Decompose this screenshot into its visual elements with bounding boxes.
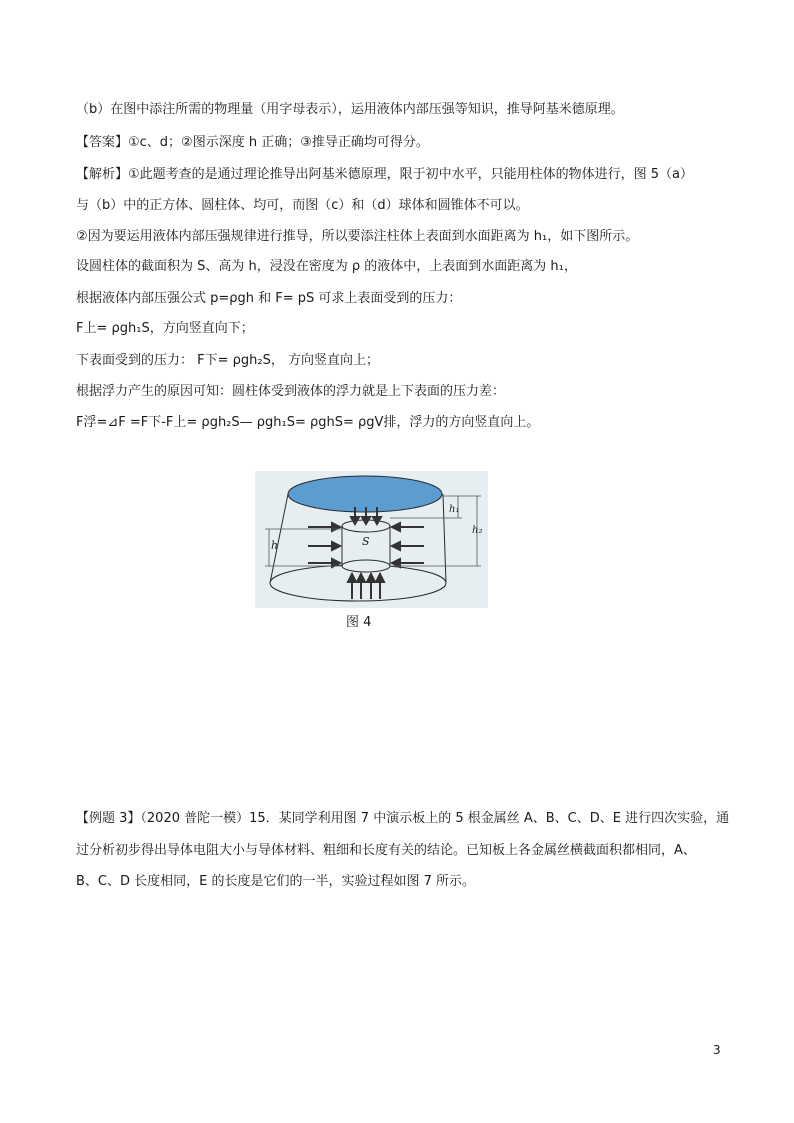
text-line-7: 根据液体内部压强公式 p=ρgh 和 F= pS 可求上表面受到的压力： xyxy=(76,291,462,306)
text-line-12: 【例题 3】（2020 普陀一模）15．某同学利用图 7 中演示板上的 5 根金属丝 A、B、C、D、E 进行四次实验，通 xyxy=(76,811,730,826)
label-h2: h₂ xyxy=(472,525,483,536)
downward-force-arrows xyxy=(351,507,381,524)
text-line-3: 【解析】①此题考查的是通过理论推导出阿基米德原理，限于初中水平，只能用柱体的物体进行，图 5（a） xyxy=(76,167,694,182)
text-line-10: 根据浮力产生的原因可知：圆柱体受到液体的浮力就是上下表面的压力差： xyxy=(76,384,506,399)
cylinder-bottom-ellipse xyxy=(342,560,390,572)
water-surface xyxy=(288,476,442,512)
text-line-14: B、C、D 长度相同，E 的长度是它们的一半，实验过程如图 7 所示。 xyxy=(76,874,476,889)
text-line-8: F上= ρgh₁S，方向竖直向下； xyxy=(76,321,254,336)
text-line-4: 与（b）中的正方体、圆柱体、均可，而图（c）和（d）球体和圆锥体不可以。 xyxy=(76,198,529,213)
text-line-13: 过分析初步得出导体电阻大小与导体材料、粗细和长度有关的结论。已知板上各金属丝横截面积都相同，A、 xyxy=(76,843,696,858)
figure-4-diagram xyxy=(255,471,488,608)
text-line-2: 【答案】①c、d；②图示深度 h 正确；③推导正确均可得分。 xyxy=(76,135,429,150)
text-line-6: 设圆柱体的截面积为 S、高为 h，浸没在密度为 ρ 的液体中，上表面到水面距离为 h₁， xyxy=(76,259,577,274)
text-line-9: 下表面受到的压力： F下= ρgh₂S， 方向竖直向上； xyxy=(76,353,379,368)
text-line-11: F浮=⊿F =F下-F上= ρgh₂S— ρgh₁S= ρghS= ρgV排，浮力的方向竖直向上。 xyxy=(76,415,540,430)
text-line-5: ②因为要运用液体内部压强规律进行推导，所以要添注柱体上表面到水面距离为 h₁，如下图所示。 xyxy=(76,229,639,244)
label-h: h xyxy=(271,539,279,552)
page-number: 3 xyxy=(713,1043,721,1057)
text-line-1: （b）在图中添注所需的物理量（用字母表示），运用液体内部压强等知识，推导阿基米德原理。 xyxy=(76,102,624,117)
label-h1: h₁ xyxy=(449,504,460,515)
figure-caption: 图 4 xyxy=(346,615,372,630)
label-s: S xyxy=(362,535,370,548)
